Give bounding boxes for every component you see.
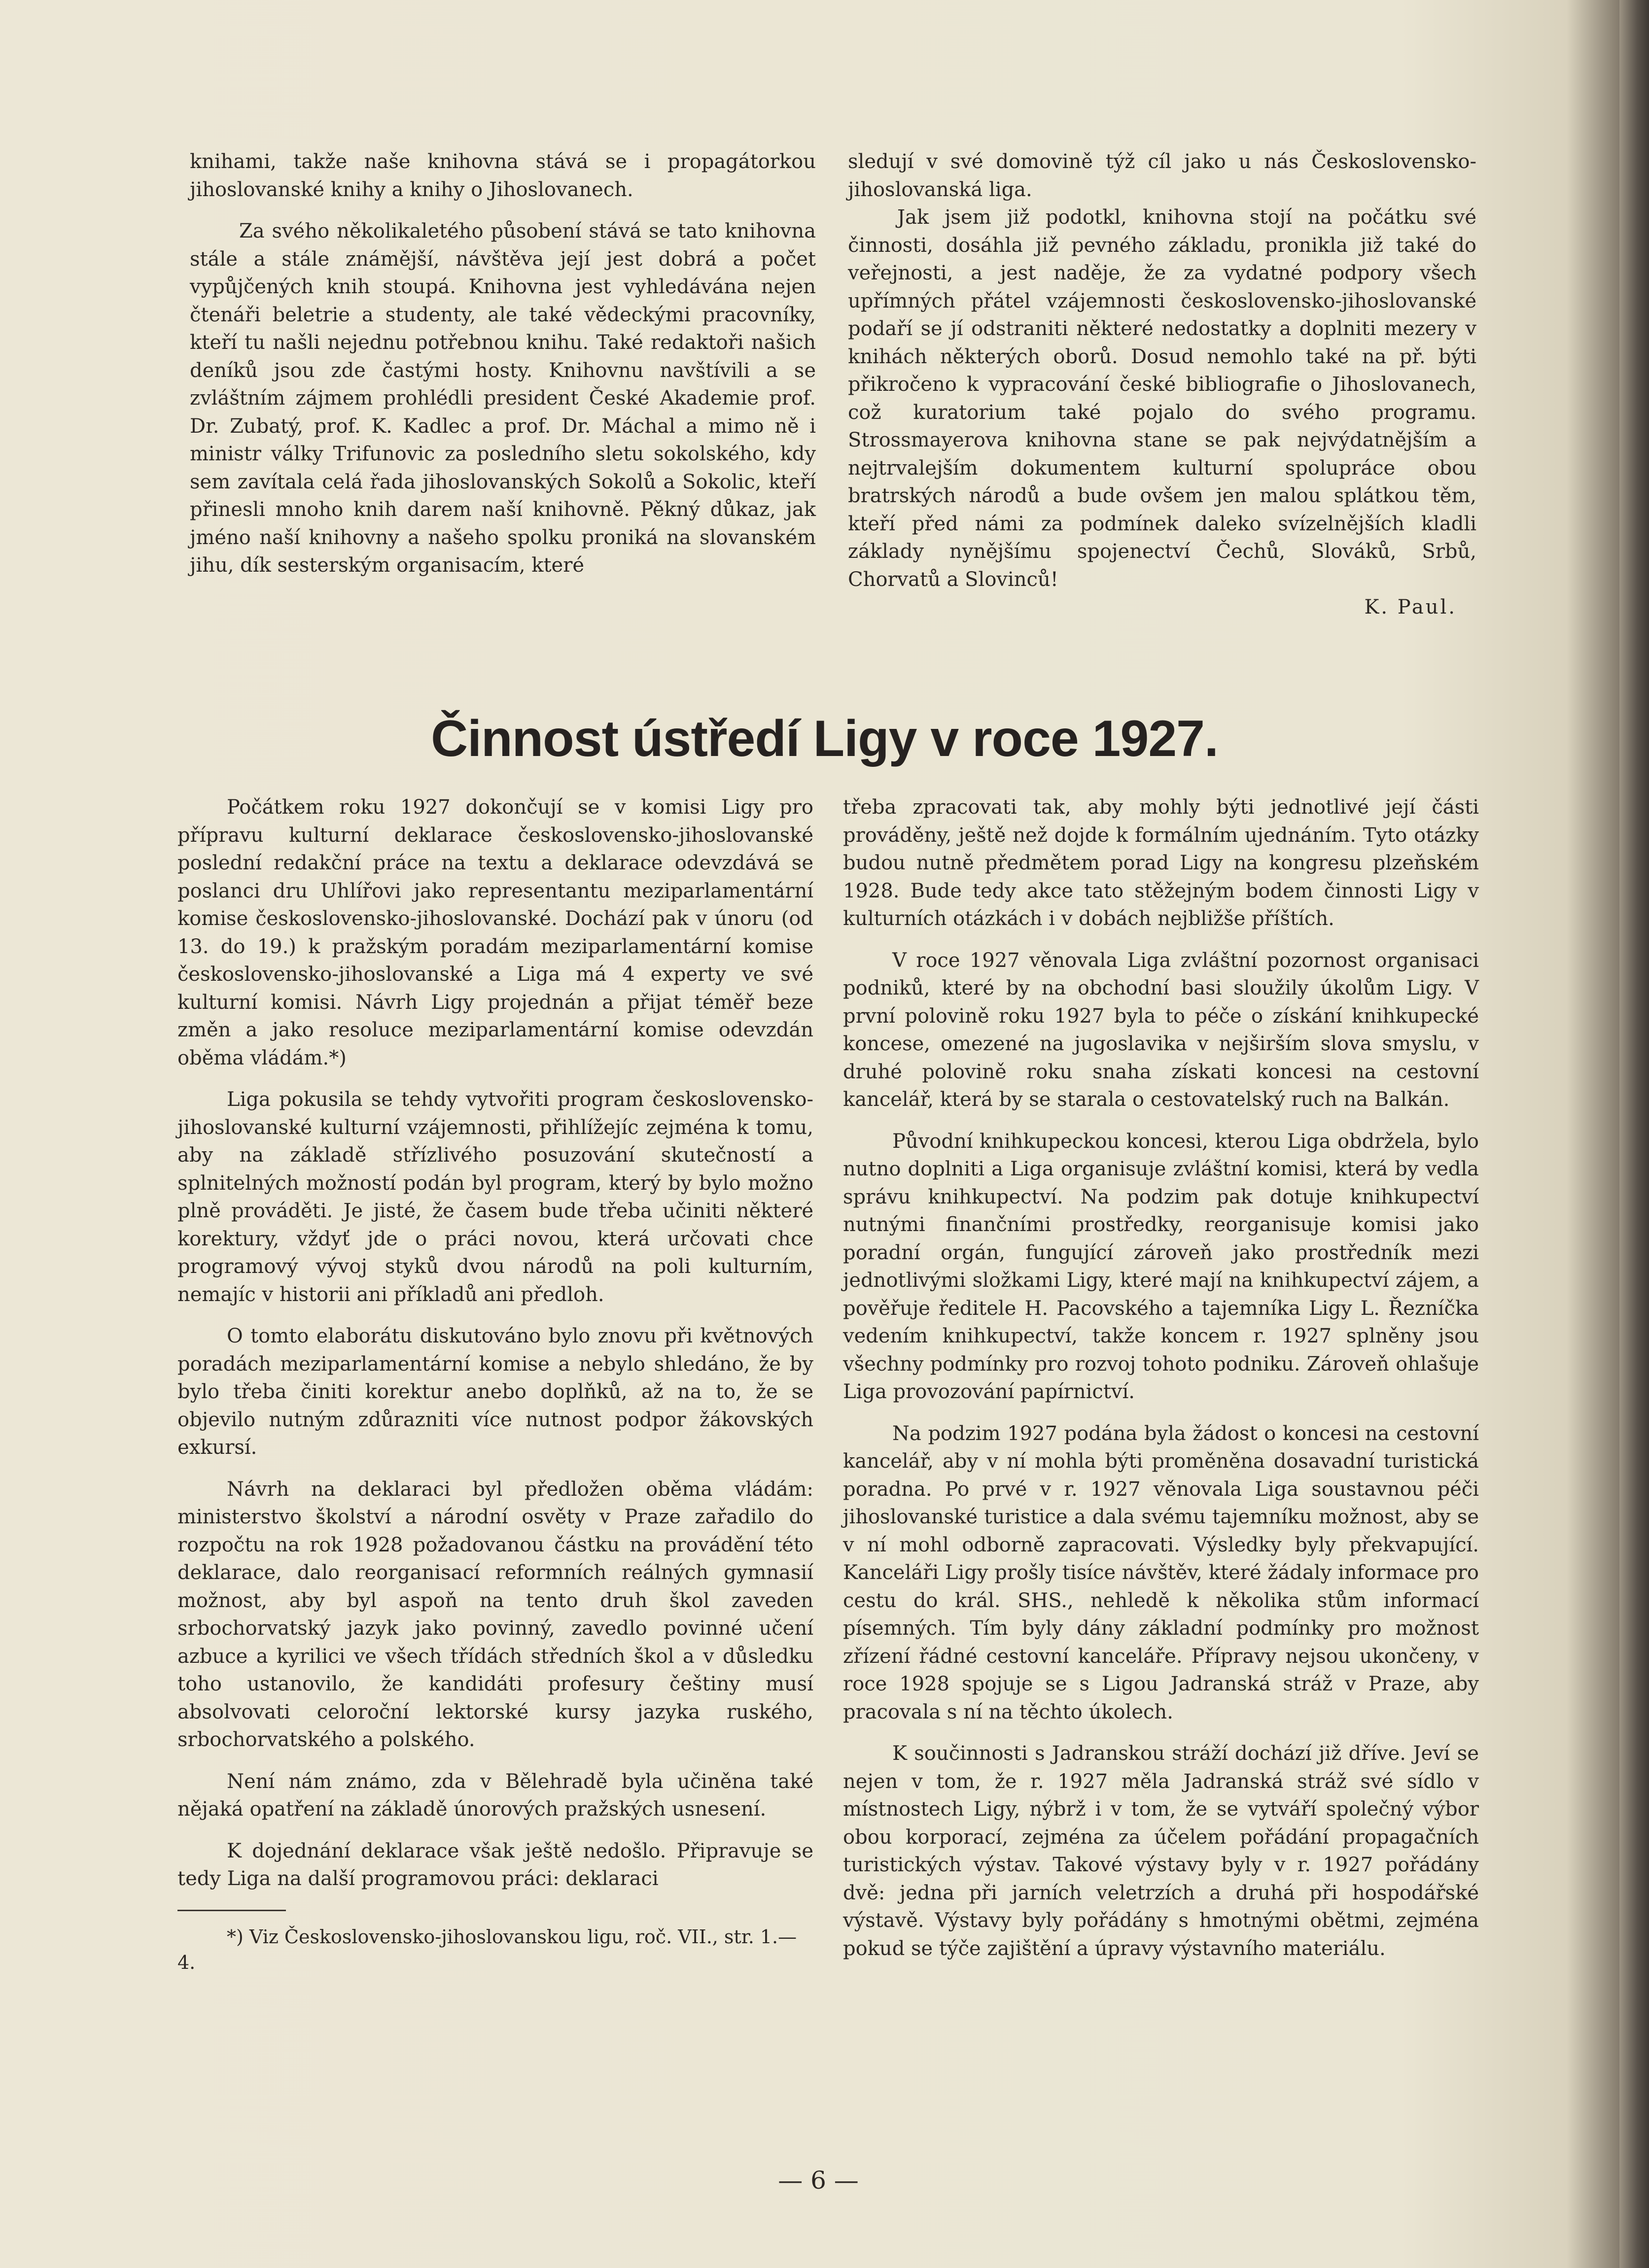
footnote: *) Viz Československo-jihoslovanskou ligu, roč. VII., str. 1.—4. xyxy=(177,1925,797,1973)
paragraph: Původní knihkupeckou koncesi, kterou Liga obdržela, bylo nutno doplniti a Liga organisuje zvláštní komisi, která by vedla správu knihkupectví. Na podzim pak dotuje knihkupectví nutnými finančními prostředky, reorganisuje komisi jako poradní orgán, fungující zároveň jako prostředník mezi jednotlivými složkami Ligy, které mají na knihkupectví zájem, a pověřuje ředitele H. Pacovského a tajemníka Ligy L. Řezníčka vedením knihkupectví, takže koncem r. 1927 splněny jsou všechny podmínky pro rozvoj tohoto podniku. Zároveň ohlašuje Liga provozování papírnictví. xyxy=(843,1130,1479,1403)
paragraph: Liga pokusila se tehdy vytvořiti program československo-jihoslovanské kulturní vzájemnosti, přihlížejíc zejména k tomu, aby na základě střízlivého posuzování skutečností a splnitelných možností podán byl program, který by bylo možno plně prováděti. Je jisté, že časem bude třeba učiniti některé korektury, vždyť jde o práci novou, která určovati chce programový vývoj styků dvou národů na poli kulturním, nemajíc v historii ani příkladů ani předloh. xyxy=(177,1088,813,1306)
paragraph: knihami, takže naše knihovna stává se i propagátorkou jihoslovanské knihy a knihy o Jihoslovanech. xyxy=(190,150,816,201)
section-heading: Činnost ústředí Ligy v roce 1927. xyxy=(431,710,1218,767)
paragraph: Za svého několikaletého působení stává se tato knihovna stále a stále známější, návštěva její jest dobrá a počet vypůjčených knih stoupá. Knihovna jest vyhledávána nejen čtenáři beletrie a studenty, ale také vědeckými pracovníky, kteří tu našli nejednu potřebnou knihu. Také redaktoři našich deníků jsou zde častými hosty. Knihovnu navštívili a se zvláštním zájmem prohlédli president České Akademie prof. Dr. Zubatý, prof. K. Kadlec a prof. Dr. Máchal a mimo ně i ministr války Trifunovic za posledního sletu sokolského, kdy sem zavítala celá řada jihoslovanských Sokolů a Sokolic, kteří přinesli mnoho knih darem naší knihovně. Pěkný důkaz, jak jméno naší knihovny a našeho spolku proniká na slovanském jihu, dík sesterským organisacím, které xyxy=(190,220,816,577)
column-top-left xyxy=(190,148,816,580)
paragraph: Není nám známo, zda v Bělehradě byla učiněna také nějaká opatření na základě únorových pražských usnesení. xyxy=(177,1770,813,1821)
paragraph: Počátkem roku 1927 dokončují se v komisi Ligy pro přípravu kulturní deklarace československo-jihoslovanské poslední redakční práce na textu a deklarace odevzdává se poslanci dru Uhlířovi jako representantu meziparlamentární komise československo-jihoslovanské. Dochází pak v únoru (od 13. do 19.) k pražským poradám meziparlamentární komise československo-jihoslovanské a Liga má 4 experty ve své kulturní komisi. Návrh Ligy projednán a přijat téměř beze změn a jako resoluce meziparlamentární komise odevzdán oběma vládám.*) xyxy=(177,796,813,1069)
column-top-right xyxy=(848,148,1476,621)
footnote-rule xyxy=(177,1910,286,1911)
paragraph: O tomto elaborátu diskutováno bylo znovu při květnových poradách meziparlamentární komise a nebylo shledáno, že by bylo třeba činiti korektur anebo doplňků, až na to, že se objevilo nutným zdůrazniti více nutnost podpor žákovských exkursí. xyxy=(177,1325,813,1459)
paragraph: Jak jsem již podotkl, knihovna stojí na počátku své činnosti, dosáhla již pevného základu, pronikla již také do veřejnosti, a jest naděje, že za vydatné podpory všech upřímných přátel vzájemnosti československo-jihoslovanské podaří se jí odstraniti některé nedostatky a doplniti mezery v knihách některých oborů. Dosud nemohlo také na př. býti přikročeno k vypracování české bibliografie o Jihoslovanech, což kuratorium také pojalo do svého programu. Strossmayerova knihovna stane se pak nejvýdatnějším a nejtrvalejším dokumentem kulturní spolupráce obou bratrských národů a bude ovšem jen malou splátkou těm, kteří před námi za podmínek daleko svízelnějších kladli základy nynějšímu spojenectví Čechů, Slováků, Srbů, Chorvatů a Slovinců! xyxy=(848,206,1476,591)
author-signature: K. Paul. xyxy=(1364,596,1457,619)
paragraph: K dojednání deklarace však ještě nedošlo. Připravuje se tedy Liga na další programovou práci: deklaraci xyxy=(177,1839,813,1890)
paragraph: třeba zpracovati tak, aby mohly býti jednotlivé její části prováděny, ještě než dojde k formálním ujednáním. Tyto otázky budou nutně předmětem porad Ligy na kongresu plzeňském 1928. Bude tedy akce tato stěžejným bodem činnosti Ligy v kulturních otázkách i v dobách nejbližše příštích. xyxy=(843,796,1479,930)
column-bottom-right xyxy=(843,793,1479,1962)
paragraph: V roce 1927 věnovala Liga zvláštní pozornost organisaci podniků, které by na obchodní basi sloužily úkolům Ligy. V první polovině roku 1927 byla to péče o získání knihkupecké koncese, omezené na jugoslavika v nejširším slova smyslu, v druhé polovině roku snaha získati koncesi na cestovní kancelář, která by se starala o cestovatelský ruch na Balkán. xyxy=(843,949,1479,1111)
book-binding-edge xyxy=(1619,0,1649,2268)
page-number: — 6 — xyxy=(778,2166,859,2195)
paragraph: K součinnosti s Jadranskou stráží dochází již dříve. Jeví se nejen v tom, že r. 1927 měla Jadranská stráž své sídlo v místnostech Ligy, nýbrž i v tom, že se vytváří společný výbor obou korporací, zejména za účelem pořádání propagačních turistických výstav. Takové výstavy byly v r. 1927 pořádány dvě: jedna při jarních veletrzích a druhá při hospodářské výstavě. Výstavy byly pořádány s hmotnými obětmi, zejména pokud se týče zajištění a úpravy výstavního materiálu. xyxy=(843,1742,1479,1960)
paragraph: Na podzim 1927 podána byla žádost o koncesi na cestovní kancelář, aby v ní mohla býti proměněna dosavadní turistická poradna. Po prvé v r. 1927 věnovala Liga soustavnou péči jihoslovanské turistice a dala svému tajemníku možnost, aby se v ní mohl odborně zapracovati. Výsledky byly překvapující. Kanceláři Ligy prošly tisíce návštěv, které žádaly informace pro cestu do král. SHS., nehledě k několika stům informací písemných. Tím byly dány základní podmínky pro možnost zřízení řádné cestovní kanceláře. Přípravy nejsou ukončeny, v roce 1928 spojuje se s Ligou Jadranská stráž v Praze, aby pracovala s ní na těchto úkolech. xyxy=(843,1422,1479,1723)
paragraph: Návrh na deklaraci byl předložen oběma vládám: ministerstvo školství a národní osvěty v Praze zařadilo do rozpočtu na rok 1928 požadovanou částku na provádění této deklarace, dalo reorganisací reformních reálných gymnasií možnost, aby byl aspoň na tento druh škol zaveden srbochorvatský jazyk jako povinný, zavedlo povinné učení azbuce a kyrilici ve všech třídách středních škol a v důsledku toho ustanovilo, že kandidáti profesury češtiny musí absolvovati celoroční lektorské kursy jazyka ruského, srbochorvatského a polského. xyxy=(177,1478,813,1751)
paragraph: sledují v své domovině týž cíl jako u nás Československo-jihoslovanská liga. xyxy=(848,150,1476,201)
column-bottom-left xyxy=(177,793,813,1975)
